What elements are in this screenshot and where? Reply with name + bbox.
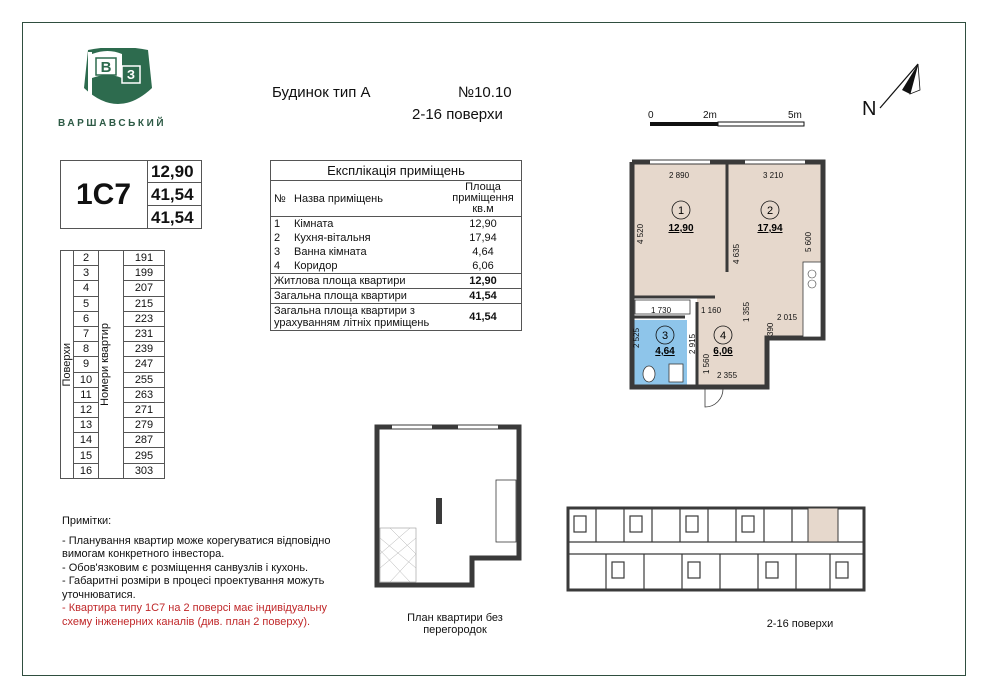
- plan-room-no: 4: [719, 330, 727, 342]
- notes: [62, 515, 342, 629]
- apartment-cell: 255: [124, 372, 165, 387]
- dim-label: 2 355: [717, 371, 738, 380]
- room-area: 6,06: [472, 260, 494, 272]
- col-area-header: Площа приміщення кв.м: [452, 181, 514, 215]
- north-arrow-icon: [876, 60, 924, 116]
- floors-range: 2-16 поверхи: [412, 106, 503, 123]
- floor-cell: 15: [74, 448, 99, 463]
- note-item: - Планування квартир може корегуватися відповідно вимогам конкретного інвестора.: [62, 534, 331, 560]
- floor-cell: 11: [74, 387, 99, 402]
- dim-label: 1 160: [701, 306, 722, 315]
- open-plan: [370, 420, 526, 592]
- room-no: 1: [274, 218, 281, 230]
- room-no: 2: [274, 232, 281, 244]
- room-no: 3: [274, 246, 281, 258]
- floor-cell: 9: [74, 357, 99, 372]
- unit-total-area: 41,54: [148, 183, 202, 206]
- brand-name: ВАРШАВСЬКИЙ: [58, 118, 167, 129]
- apartment-cell: 279: [124, 418, 165, 433]
- brand-logo: [78, 48, 158, 110]
- floor-cell: 16: [74, 463, 99, 478]
- floor-cell: 8: [74, 342, 99, 357]
- floor-cell: 7: [74, 326, 99, 341]
- floor-apartment-table: [60, 250, 165, 479]
- floor-cell: 14: [74, 433, 99, 448]
- dim-label: 4 520: [636, 223, 645, 244]
- room-area: 17,94: [469, 232, 497, 244]
- total-label: Загальна площа квартири з урахуванням літніх приміщень: [274, 305, 430, 329]
- room-area: 12,90: [469, 218, 497, 230]
- dim-label: 5 600: [804, 231, 813, 252]
- building-type: Будинок тип А: [272, 84, 371, 101]
- unit-total-area-summer: 41,54: [151, 208, 194, 227]
- room-area: 4,64: [472, 246, 494, 258]
- floor-cell: 10: [74, 372, 99, 387]
- total-value: 12,90: [469, 275, 497, 287]
- plan-room-no: 3: [661, 330, 669, 342]
- explication-title: Експлікація приміщень: [271, 161, 522, 181]
- scale-bar: [648, 121, 808, 129]
- dim-label: 2 015: [777, 313, 798, 322]
- dim-label: 2 890: [669, 171, 690, 180]
- dim-label: 1 560: [702, 353, 711, 374]
- total-label: Житлова площа квартири: [274, 275, 406, 287]
- svg-text:В: В: [100, 59, 112, 76]
- apartment-cell: 223: [124, 311, 165, 326]
- apartment-cell: 215: [124, 296, 165, 311]
- total-value: 41,54: [469, 290, 497, 302]
- scale-label-0: 0: [648, 110, 654, 121]
- floor-cell: 13: [74, 418, 99, 433]
- dim-label: 390: [766, 322, 775, 336]
- svg-text:З: З: [126, 67, 136, 82]
- apartment-cell: 191: [124, 251, 165, 266]
- scale-label-5m: 5m: [788, 110, 802, 121]
- notes-title: Примітки:: [62, 515, 112, 527]
- dim-label: 2 915: [688, 333, 697, 354]
- floor-cell: 3: [74, 266, 99, 281]
- unit-code: 1С7: [60, 160, 148, 229]
- apts-header: Номери квартир: [99, 322, 111, 406]
- apartment-cell: 199: [124, 266, 165, 281]
- apts-header-cell: [99, 251, 124, 479]
- apartment-cell: 295: [124, 448, 165, 463]
- dim-label: 2 525: [632, 327, 641, 348]
- apartment-cell: 207: [124, 281, 165, 296]
- explication-table: [270, 160, 522, 331]
- floors-header-cell: [61, 251, 74, 479]
- floor-cell: 6: [74, 311, 99, 326]
- floors-header: Поверхи: [61, 342, 73, 387]
- note-item-highlight: - Квартира типу 1С7 на 2 поверсі має індивідуальну схему інженерних каналів (див. план 2 поверху).: [62, 602, 328, 628]
- floor-plan-caption: 2-16 поверхи: [766, 618, 834, 630]
- dim-label: 1 355: [742, 301, 751, 322]
- unit-areas: [148, 160, 202, 229]
- dim-label: 4 635: [732, 243, 741, 264]
- col-no-header: №: [274, 192, 286, 205]
- north-label: N: [862, 98, 877, 120]
- plan-room-area: 4,64: [655, 346, 675, 357]
- room-no: 4: [274, 260, 281, 272]
- col-name-header: Назва приміщень: [294, 192, 383, 205]
- dim-label: 1 730: [651, 306, 672, 315]
- plan-room-no: 1: [677, 205, 685, 217]
- floor-cell: 2: [74, 251, 99, 266]
- apartment-cell: 247: [124, 357, 165, 372]
- apartment-plan: [625, 152, 830, 414]
- dim-label: 3 210: [763, 171, 784, 180]
- total-label: Загальна площа квартири: [274, 290, 407, 302]
- unit-living-area: 12,90: [148, 160, 202, 183]
- room-name: Кухня-вітальня: [294, 232, 371, 244]
- apartment-cell: 263: [124, 387, 165, 402]
- apartment-cell: 303: [124, 463, 165, 478]
- apartment-cell: 271: [124, 402, 165, 417]
- plan-room-area: 12,90: [668, 223, 694, 234]
- apartment-cell: 287: [124, 433, 165, 448]
- plan-room-area: 17,94: [757, 223, 783, 234]
- plan-room-no: 2: [766, 205, 774, 217]
- building-number: №10.10: [458, 84, 512, 101]
- floor-overview-plan: [566, 498, 866, 606]
- apartment-cell: 239: [124, 342, 165, 357]
- room-name: Кімната: [294, 218, 334, 230]
- total-value: 41,54: [469, 311, 497, 323]
- floor-cell: 4: [74, 281, 99, 296]
- room-name: Ванна кімната: [294, 246, 367, 258]
- plan-room-area: 6,06: [713, 346, 733, 357]
- floor-cell: 12: [74, 402, 99, 417]
- open-plan-caption: План квартири без перегородок: [407, 612, 503, 636]
- scale-label-2m: 2m: [703, 110, 717, 121]
- room-name: Коридор: [294, 260, 338, 272]
- apartment-cell: 231: [124, 326, 165, 341]
- note-item: - Обов'язковим є розміщення санвузлів і кухонь.: [62, 561, 309, 574]
- floor-cell: 5: [74, 296, 99, 311]
- note-item: - Габаритні розміри в процесі проектування можуть уточнюватися.: [62, 575, 325, 601]
